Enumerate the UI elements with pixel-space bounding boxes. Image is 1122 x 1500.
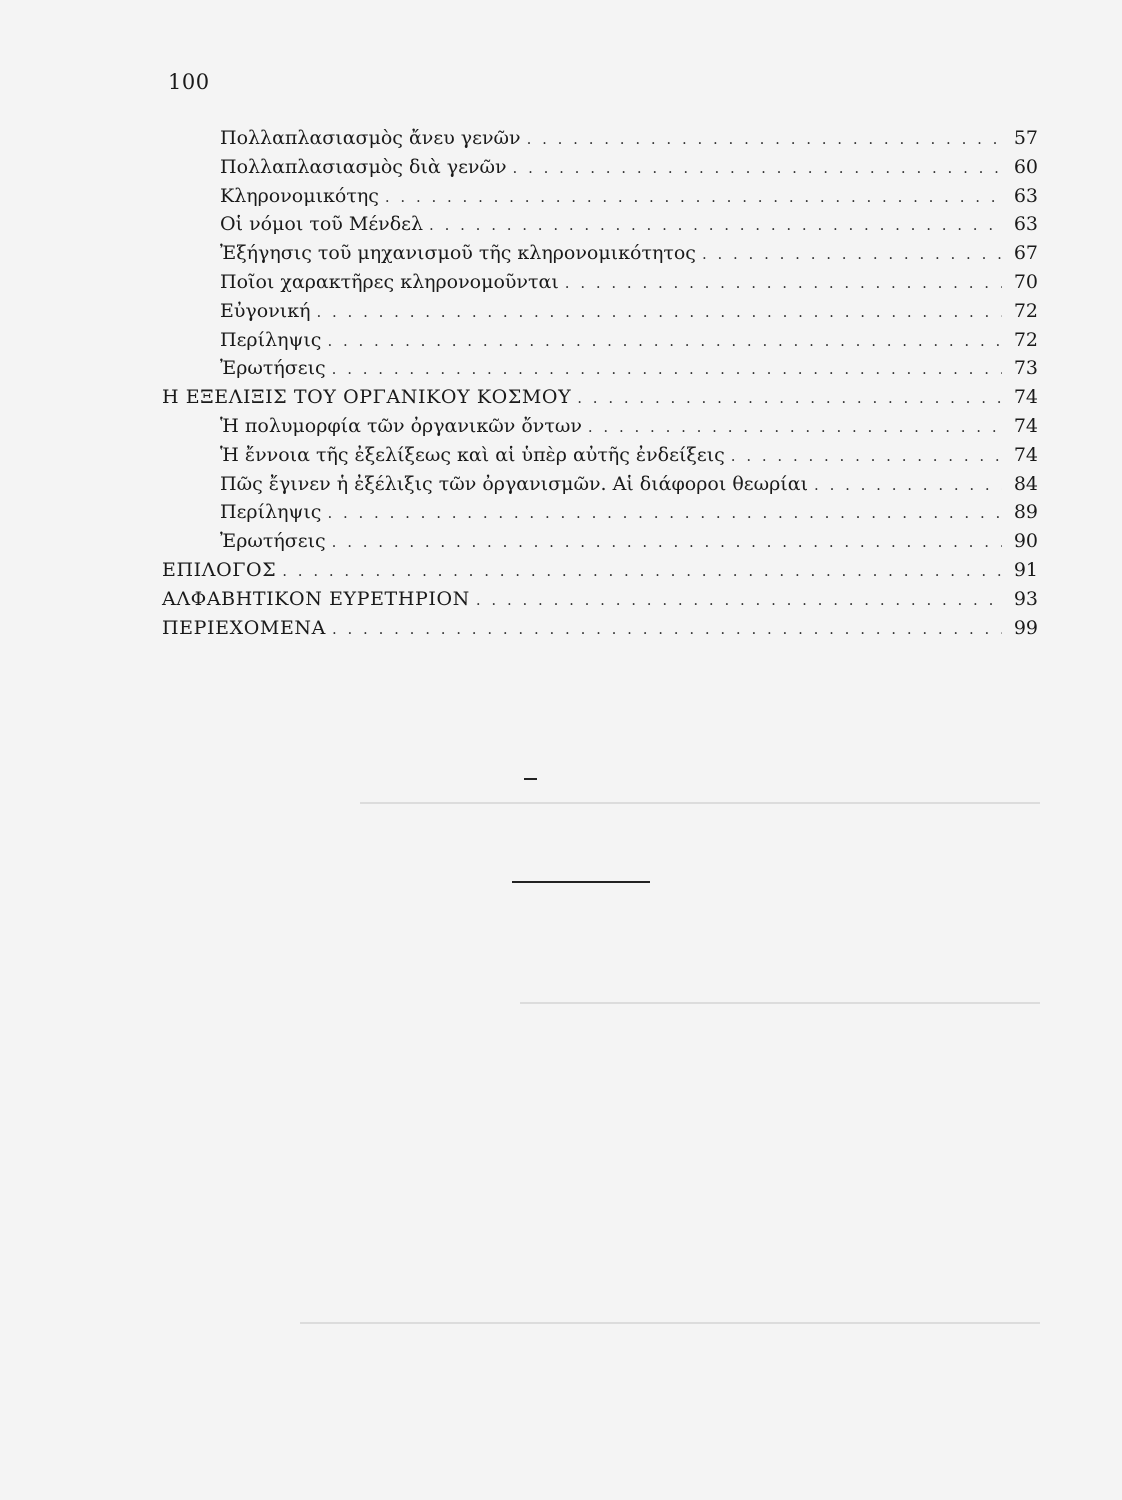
toc-entry-title: Ἐρωτήσεις: [220, 357, 326, 380]
toc-entry-title: ΕΠΙΛΟΓΟΣ: [162, 558, 277, 581]
toc-section-entry: [162, 185, 1038, 214]
toc-section-entry: [162, 300, 1038, 329]
toc-dot-leader: [327, 504, 1002, 522]
toc-entry-page: 91: [1013, 558, 1038, 581]
toc-dot-leader: [476, 591, 1002, 609]
toc-section-entry: [162, 156, 1038, 185]
toc-entry-page: 63: [1013, 184, 1038, 207]
toc-section-entry: [162, 242, 1038, 271]
toc-dot-leader: [527, 130, 1002, 148]
toc-entry-page: 74: [1013, 386, 1038, 409]
page-number: 100: [168, 70, 210, 94]
toc-entry-title: Η ΕΞΕΛΙΞΙΣ ΤΟΥ ΟΡΓΑΝΙΚΟΥ ΚΟΣΜΟΥ: [162, 386, 572, 409]
toc-entry-title: Ἡ ἔννοια τῆς ἐξελίξεως καὶ αἱ ὑπὲρ αὐτῆς ἐνδείξεις: [220, 443, 725, 466]
toc-chapter-entry: [162, 559, 1038, 588]
end-separator-line: [512, 881, 650, 883]
toc-entry-page: 73: [1013, 357, 1038, 380]
toc-entry-title: Πολλαπλασιασμὸς διὰ γενῶν: [220, 155, 507, 178]
toc-section-entry: [162, 473, 1038, 502]
toc-dot-leader: [731, 447, 1002, 465]
toc-entry-page: 63: [1013, 213, 1038, 236]
toc-dot-leader: [316, 303, 1002, 321]
toc-dot-leader: [577, 389, 1002, 407]
toc-entry-page: 90: [1013, 530, 1038, 553]
toc-section-entry: [162, 271, 1038, 300]
toc-entry-title: Ἐρωτήσεις: [220, 530, 326, 553]
toc-entry-title: Πῶς ἔγινεν ἡ ἐξέλιξις τῶν ὀργανισμῶν. Αἱ διάφοροι θεωρίαι: [220, 472, 809, 495]
toc-section-entry: [162, 357, 1038, 386]
toc-entry-page: 70: [1013, 270, 1038, 293]
toc-dot-leader: [588, 418, 1002, 436]
toc-dot-leader: [282, 562, 1002, 580]
ghost-line: [300, 1308, 1040, 1324]
toc-dot-leader: [702, 245, 1002, 263]
toc-entry-title: Οἱ νόμοι τοῦ Μένδελ: [220, 213, 424, 236]
toc-dot-leader: [332, 533, 1002, 551]
toc-dot-leader: [327, 332, 1002, 350]
toc-entry-title: Κληρονομικότης: [220, 184, 379, 207]
toc-entry-title: Ποῖοι χαρακτῆρες κληρονομοῦνται: [220, 270, 559, 293]
toc-section-entry: [162, 329, 1038, 358]
toc-entry-title: ΑΛΦΑΒΗΤΙΚΟΝ ΕΥΡΕΤΗΡΙΟΝ: [162, 587, 470, 610]
toc-entry-page: 57: [1013, 127, 1038, 149]
toc-entry-page: 74: [1013, 443, 1038, 466]
toc-entry-page: 67: [1013, 242, 1038, 265]
short-dash-divider: [524, 778, 537, 780]
toc-chapter-entry: [162, 617, 1038, 646]
toc-section-entry: [162, 213, 1038, 242]
ghost-line: [520, 988, 1040, 1004]
toc-entry-page: 89: [1013, 501, 1038, 524]
toc-dot-leader: [513, 159, 1002, 177]
toc-entry-page: 60: [1013, 155, 1038, 178]
toc-section-entry: [162, 127, 1038, 156]
toc-dot-leader: [385, 188, 1002, 206]
toc-dot-leader: [565, 274, 1002, 292]
toc-entry-title: Περίληψις: [220, 328, 322, 351]
toc-entry-page: 93: [1013, 587, 1038, 610]
toc-dot-leader: [814, 476, 1002, 494]
toc-chapter-entry: [162, 588, 1038, 617]
ghost-line: [360, 788, 1040, 804]
toc-entry-page: 99: [1013, 616, 1038, 639]
toc-entry-title: Εὐγονική: [220, 299, 311, 322]
toc-section-entry: [162, 501, 1038, 530]
toc-entry-title: Ἡ πολυμορφία τῶν ὀργανικῶν ὄντων: [220, 414, 582, 437]
toc-entry-page: 72: [1013, 299, 1038, 322]
toc-section-entry: [162, 530, 1038, 559]
toc-section-entry: [162, 415, 1038, 444]
toc-entry-title: Πολλαπλασιασμὸς ἄνευ γενῶν: [220, 127, 521, 149]
toc-entry-title: Περίληψις: [220, 501, 322, 524]
table-of-contents: [162, 127, 1038, 645]
toc-chapter-entry: [162, 386, 1038, 415]
toc-section-entry: [162, 444, 1038, 473]
toc-entry-title: Ἐξήγησις τοῦ μηχανισμοῦ τῆς κληρονομικότητος: [220, 242, 696, 265]
toc-dot-leader: [332, 620, 1002, 638]
toc-dot-leader: [332, 360, 1002, 378]
toc-dot-leader: [429, 216, 1002, 234]
toc-entry-page: 74: [1013, 414, 1038, 437]
toc-entry-title: ΠΕΡΙΕΧΟΜΕΝΑ: [162, 616, 326, 639]
toc-entry-page: 72: [1013, 328, 1038, 351]
toc-entry-page: 84: [1013, 472, 1038, 495]
